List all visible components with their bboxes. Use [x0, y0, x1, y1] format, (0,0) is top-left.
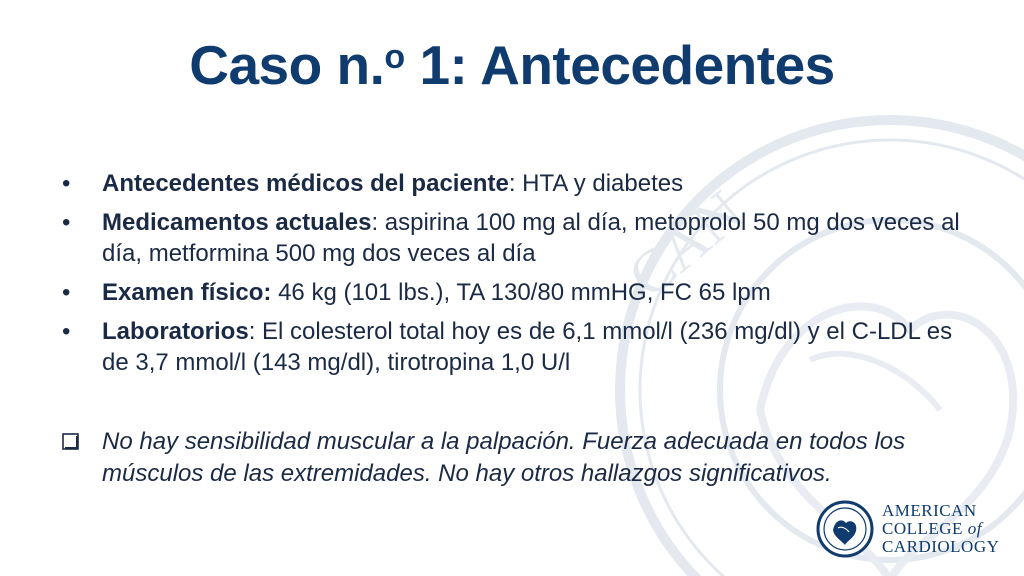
bullet-label: Antecedentes médicos del paciente	[102, 170, 509, 197]
svg-text:CAN: CAN	[615, 177, 756, 310]
logo-line-american: AMERICAN	[882, 501, 977, 520]
bullet-item	[62, 168, 972, 199]
bullet-text: 46 kg (101 lbs.), TA 130/80 mmHG, FC 65 lpm	[271, 279, 771, 306]
bullet-text: : HTA y diabetes	[508, 170, 684, 197]
slide-title: Caso n.$^o$ 1: Antecedentes	[189, 34, 835, 96]
bullet-item	[62, 316, 972, 378]
bullet-text: : El colesterol total hoy es de 6,1 mmol/l (236 mg/dl) y el C-LDL es de 3,7 mmol/l (143 mg/dl), tirotropina 1,0 U/l	[102, 318, 953, 376]
bullet-dot: •	[62, 170, 71, 197]
checkbox-bullet-icon	[62, 433, 79, 450]
bullet-dot: •	[62, 279, 71, 306]
findings-note	[62, 426, 982, 490]
bullet-list	[62, 168, 972, 386]
acc-logo	[816, 498, 1016, 562]
bullet-label: Examen físico:	[102, 279, 272, 306]
bullet-dot: •	[62, 318, 71, 345]
logo-line-cardiology: CARDIOLOGY	[882, 537, 1000, 556]
bullet-dot: •	[62, 209, 71, 236]
logo-line-college: COLLEGE of	[882, 519, 982, 538]
findings-text: No hay sensibilidad muscular a la palpación. Fuerza adecuada en todos los músculos de las extremidades. No hay otros hallazgos significativos.	[102, 428, 906, 487]
acc-logo-text	[882, 502, 999, 556]
bullet-item	[62, 277, 972, 308]
bullet-label: Laboratorios	[102, 318, 249, 345]
bullet-label: Medicamentos actuales	[102, 209, 372, 236]
bullet-text: : aspirina 100 mg al día, metoprolol 50 mg dos veces al día, metformina 500 mg dos veces al día	[102, 209, 960, 267]
bullet-item	[62, 207, 972, 269]
acc-seal-icon	[816, 500, 874, 558]
